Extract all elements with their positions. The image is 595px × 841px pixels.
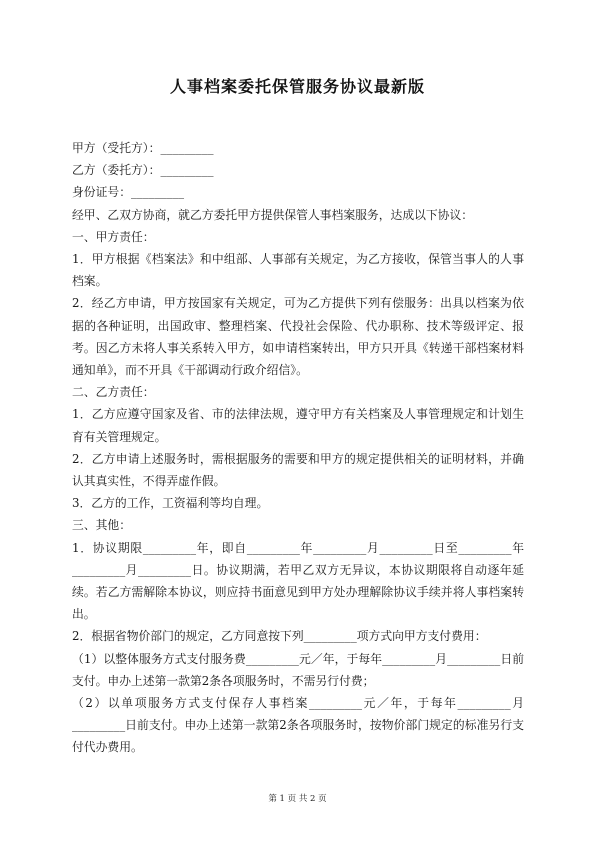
party-b-clause-3: 3．乙方的工作，工资福利等均自理。	[72, 496, 269, 511]
payment-option-1: （1）以整体服务方式支付服务费_________元／年，于每年_________月_________日前支付。申办上述第一款第2条各项服务时，不需另行付费；	[72, 651, 524, 688]
section-heading-other: 三、其他：	[72, 518, 131, 533]
party-b-clause-1: 1．乙方应遵守国家及省、市的法律法规，遵守甲方有关档案及人事管理规定和计划生育有关管理规定。	[72, 407, 524, 444]
preamble-paragraph: 经甲、乙双方协商，就乙方委托甲方提供保管人事档案服务，达成以下协议：	[72, 207, 474, 222]
page-number-footer: 第 1 页 共 2 页	[268, 794, 327, 804]
section-heading-party-a: 一、甲方责任：	[72, 229, 155, 244]
party-b-clause-2: 2．乙方申请上述服务时，需根据服务的需要和甲方的规定提供相关的证明材料，并确认其真实性，不得弄虚作假。	[72, 451, 524, 489]
party-a-clause-2: 2．经乙方申请，甲方按国家有关规定，可为乙方提供下列有偿服务：出具以档案为依据的各种证明，出国政审、整理档案、代投社会保险、代办职称、技术等级评定、报考。因乙方未将人事关系转入甲方，如申请档案转出，甲方只开具《转递干部档案材料通知单》，而不开具《干部调动行政介绍信》。	[72, 296, 524, 378]
payment-option-2: （2）以单项服务方式支付保存人事档案_________元／年，于每年_________月_________日前支付。申办上述第一款第2条各项服务时，按物价部门规定的标准另行支付代办费用。	[72, 696, 524, 755]
other-clause-1: 1．协议期限_________年，即自_________年_________月_________日至_________年_________月_________日。协议期满，若甲乙双方无异议，本协议期限将自动逐年延续。若乙方需解除本协议，则应持书面意见到甲方处办理解除协议手续并将人事档案转出。	[72, 540, 524, 622]
section-heading-party-b: 二、乙方责任：	[72, 385, 155, 400]
party-a-line: 甲方（受托方）：_________	[72, 141, 214, 155]
other-clause-2: 2．根据省物价部门的规定，乙方同意按下列_________项方式向甲方支付费用：	[72, 629, 487, 644]
document-title: 人事档案委托保管服务协议最新版	[169, 77, 425, 96]
document-body	[72, 137, 524, 759]
party-b-line: 乙方（委托方）：_________	[72, 163, 214, 178]
id-number-line: 身份证号：_________	[72, 185, 185, 200]
party-a-clause-1: 1．甲方根据《档案法》和中组部、人事部有关规定，为乙方接收，保管当事人的人事档案。	[72, 252, 524, 289]
